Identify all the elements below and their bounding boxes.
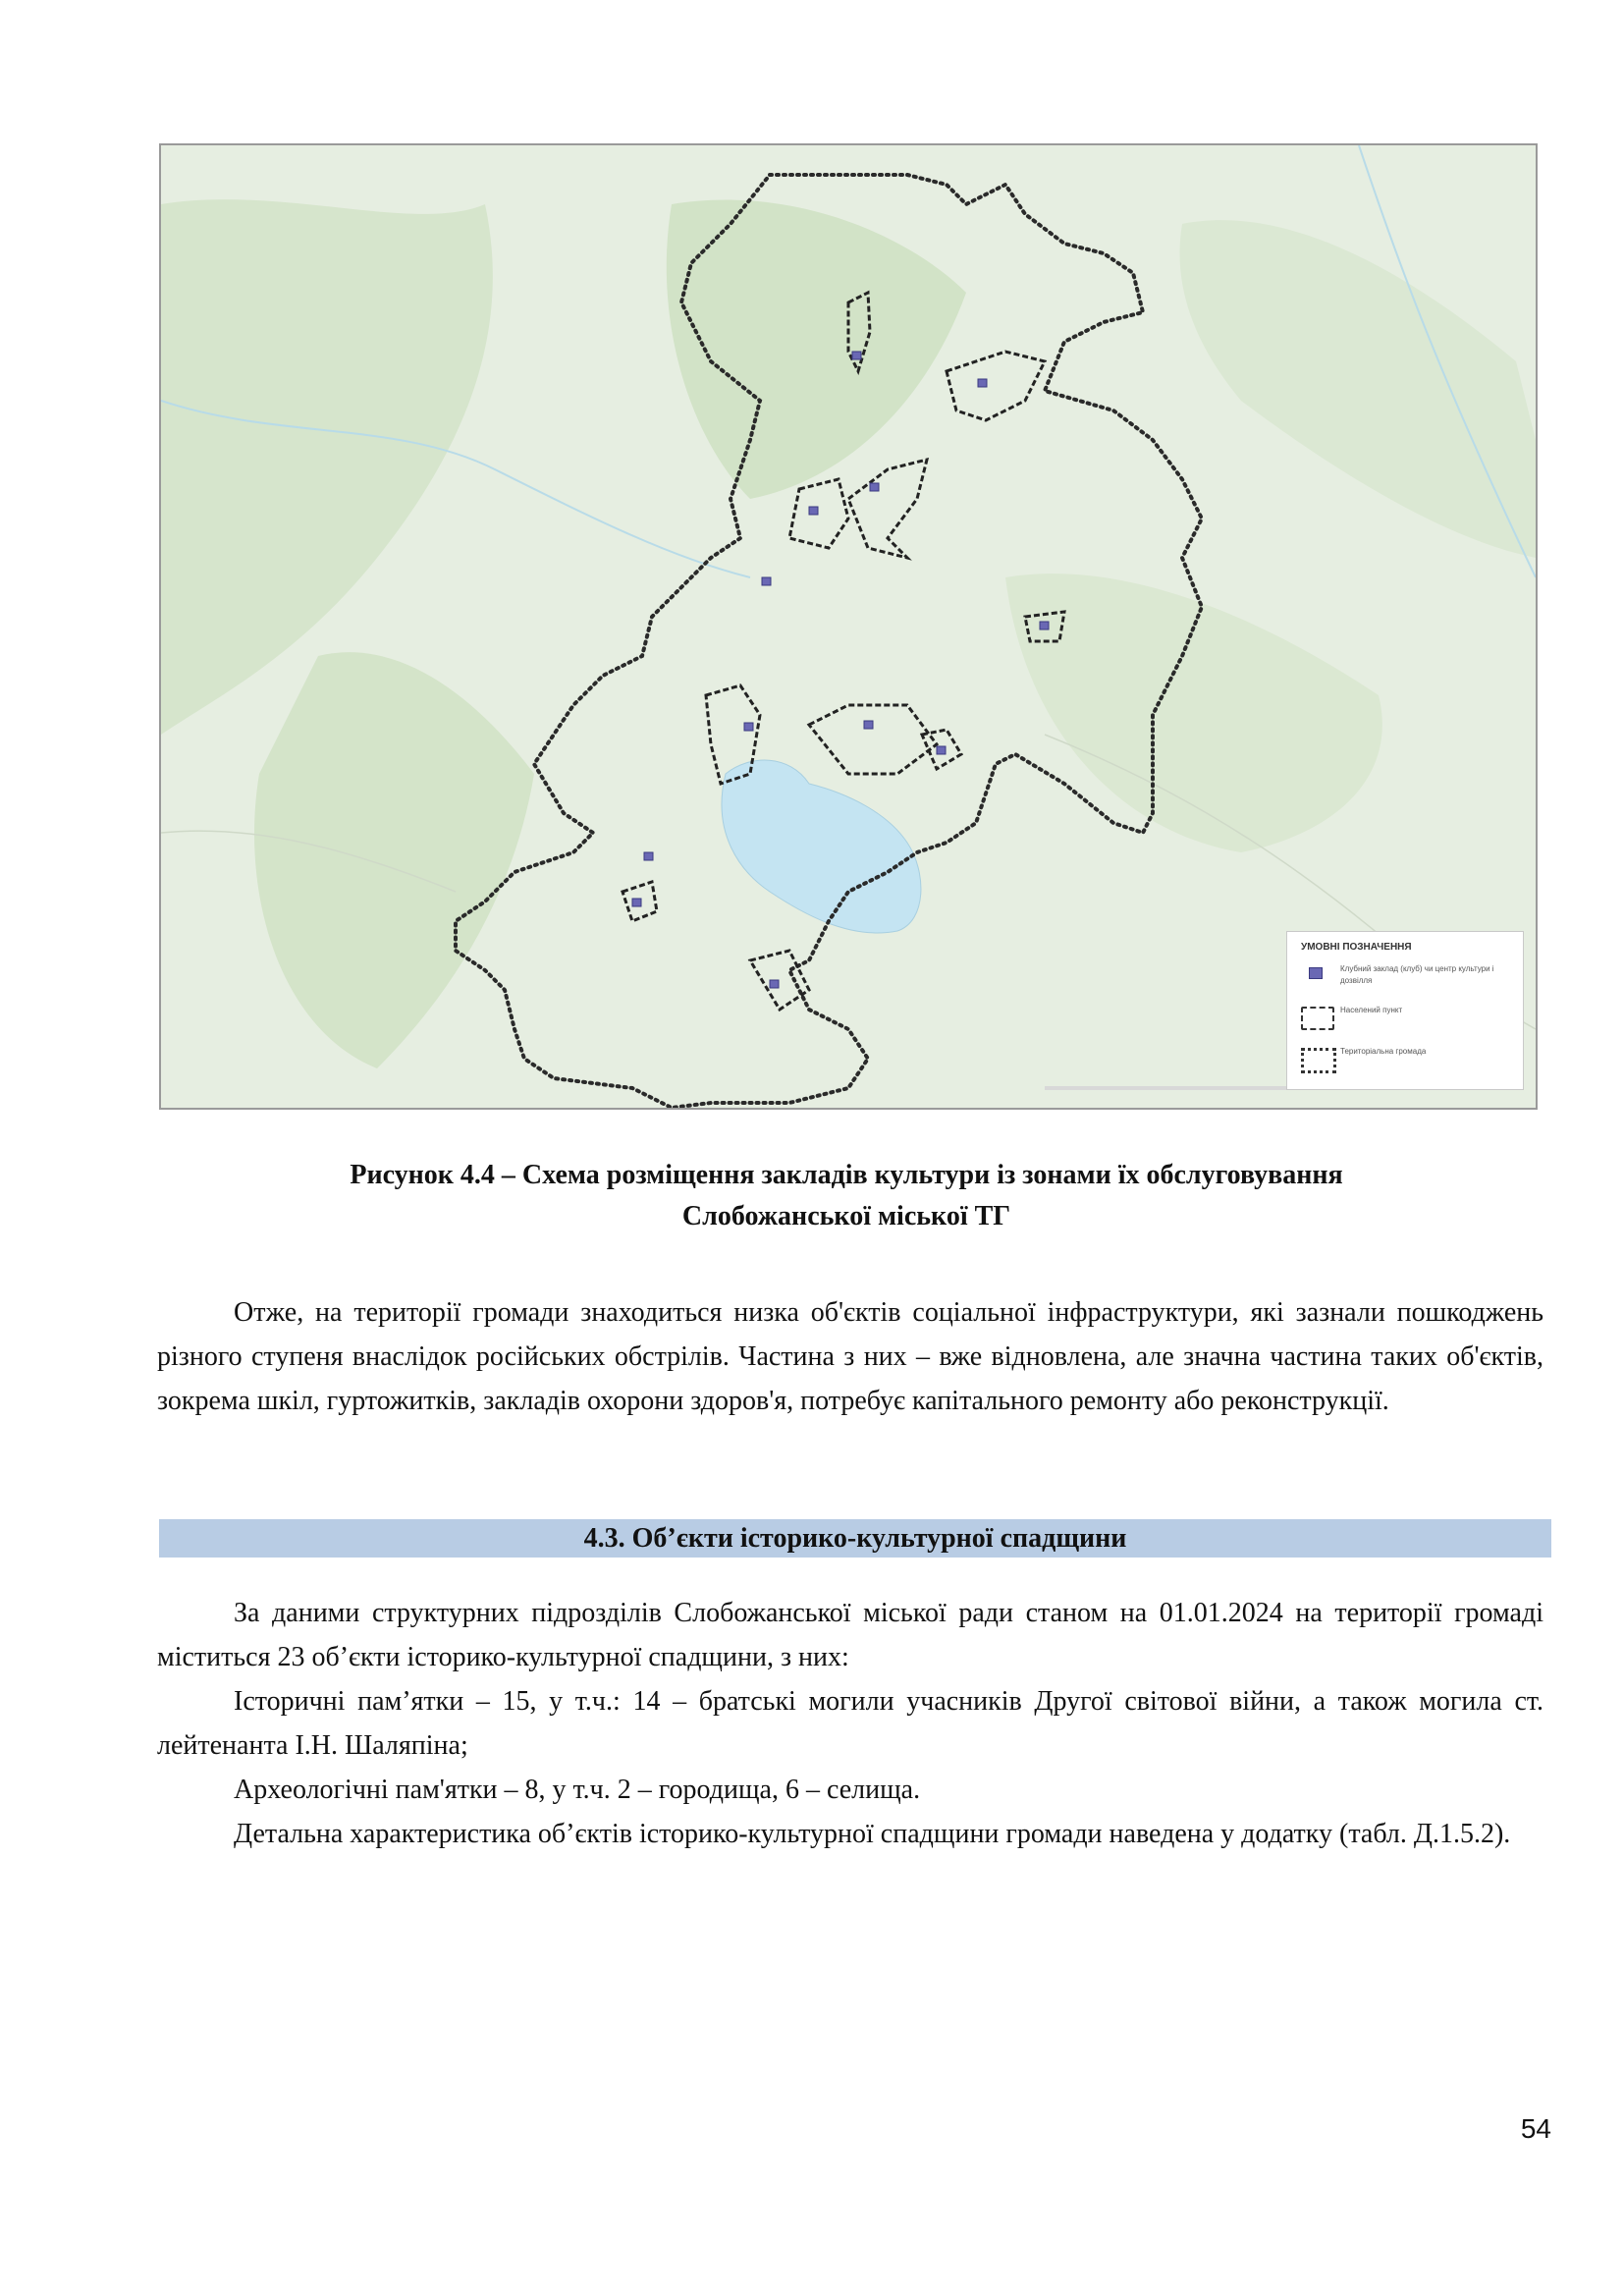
community-map (159, 143, 1538, 1110)
culture-facility-icon (1309, 967, 1323, 979)
legend-title: УМОВНІ ПОЗНАЧЕННЯ (1301, 942, 1412, 953)
culture-facility-marker (644, 852, 653, 860)
culture-facility-marker (1040, 622, 1049, 629)
legend-label: Територіальна громада (1340, 1047, 1427, 1056)
culture-facility-marker (864, 721, 873, 729)
legend-item-settlement (1301, 1003, 1517, 1034)
map-legend (1286, 931, 1524, 1090)
section-heading: 4.3. Об’єкти історико-культурної спадщини (159, 1519, 1551, 1558)
culture-facility-marker (937, 746, 946, 754)
paragraph-text: Історичні пам’ятки – 15, у т.ч.: 14 – братські могили учасників Другої світової війни, а також могила ст. лейтенанта І.Н. Шаляпіна; (157, 1686, 1543, 1761)
settlement-outline-icon (1301, 1007, 1334, 1030)
community-boundary-icon (1301, 1048, 1336, 1073)
legend-label: Клубний заклад (клуб) чи центр культури і дозвілля (1340, 964, 1494, 985)
caption-line-2: Слобожанської міської ТГ (681, 1201, 1011, 1231)
culture-facility-marker (978, 379, 987, 387)
culture-facility-marker (809, 507, 818, 515)
legend-item-community (1301, 1044, 1517, 1075)
paragraph-heritage (157, 1591, 1543, 1856)
culture-facility-marker (762, 577, 771, 585)
culture-facility-marker (870, 483, 879, 491)
paragraph-text: Детальна характеристика об’єктів історико-культурної спадщини громади наведена у додатку (табл. Д.1.5.2). (234, 1819, 1511, 1849)
paragraph-text: Отже, на території громади знаходиться низка об'єктів соціальної інфраструктури, які зазнали пошкоджень різного ступеня внаслідок російських обстрілів. Частина з них – вже відновлена, але значна частина таких об'єктів, зокрема шкіл, гуртожитків, закладів охорони здоров'я, потребує капітального ремонту або реконструкції. (157, 1297, 1543, 1416)
paragraph-text: Археологічні пам'ятки – 8, у т.ч. 2 – городища, 6 – селища. (234, 1775, 921, 1805)
caption-line-1: Рисунок 4.4 – Схема розміщення закладів культури із зонами їх обслуговування (350, 1160, 1343, 1190)
culture-facility-marker (632, 899, 641, 906)
culture-facility-marker (852, 352, 861, 359)
culture-facility-marker (744, 723, 753, 731)
paragraph-text: За даними структурних підрозділів Слобожанської міської ради станом на 01.01.2024 на території громаді міститься 23 об’єкти історико-культурної спадщини, з них: (157, 1598, 1543, 1672)
legend-item-culture-facility (1301, 961, 1517, 993)
paragraph-infrastructure (157, 1290, 1543, 1423)
legend-label: Населений пункт (1340, 1006, 1403, 1014)
page-number: 54 (1520, 2113, 1551, 2144)
culture-facility-marker (770, 980, 779, 988)
figure-caption (159, 1155, 1534, 1237)
